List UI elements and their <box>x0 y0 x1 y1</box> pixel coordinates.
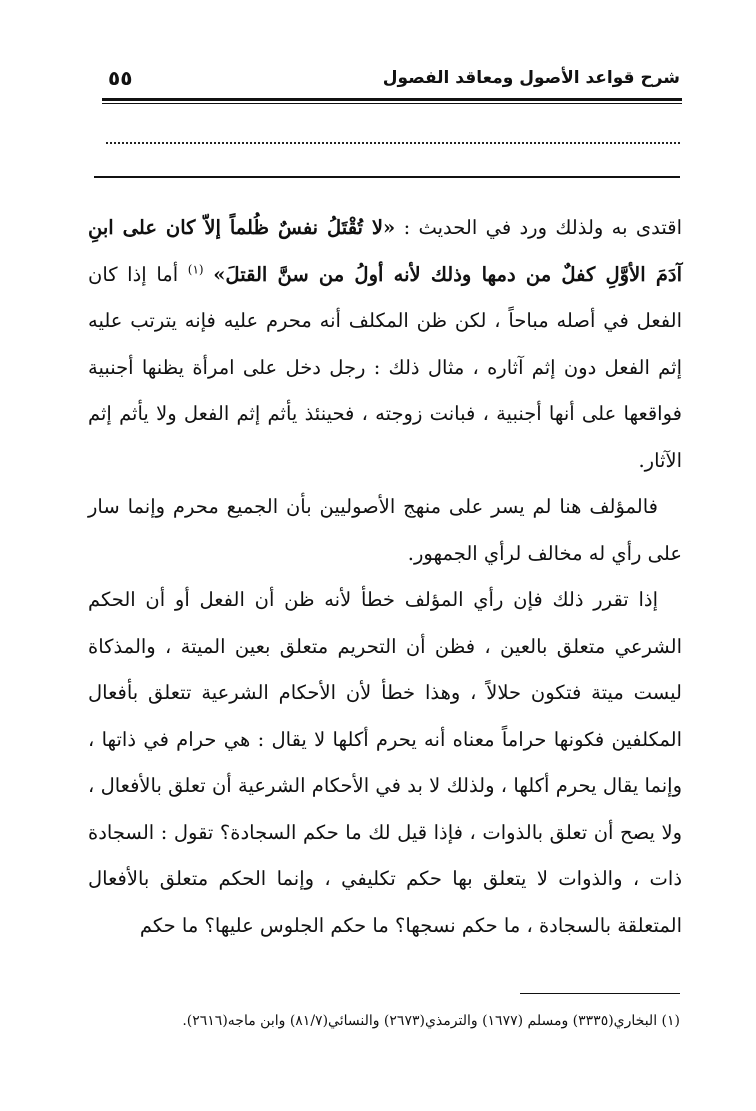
footnote: (١) البخاري(٣٣٣٥) ومسلم (١٦٧٧) والترمذي(٢٦٧٣) والنسائي(٨١/٧) وابن ماجه(٢٦١٦). <box>182 1013 680 1029</box>
paragraph-1-intro: اقتدى به ولذلك ورد في الحديث : <box>395 216 683 239</box>
running-title: شرح قواعد الأصول ومعاقد الفصول <box>382 68 680 88</box>
header-rule-thin <box>102 103 682 104</box>
footnote-rule <box>520 993 680 994</box>
paragraph-1-rest: أما إذا كان الفعل في أصله مباحاً ، لكن ظن المكلف أنه محرم عليه فإنه يترتب عليه إثم الفعل دون إثم آثاره ، مثال ذلك : رجل دخل على امرأة يظنها أجنبية فواقعها على أنها أجنبية ، فبانت زوجته ، فحينئذ يأثم إثم الفعل ولا يأثم إثم الآثار. <box>88 262 682 472</box>
page-header <box>102 62 680 96</box>
paragraph-3: إذا تقرر ذلك فإن رأي المؤلف خطأ لأنه ظن أن الفعل أو أن الحكم الشرعي متعلق بالعين ، فظن أن التحريم متعلق بعين الميتة ، والمذكاة ليست ميتة فتكون حلالاً ، وهذا خطأ لأن الأحكام الشرعية تتعلق بأفعال المكلفين فكونها حراماً معناه أنه يحرم أكلها لا يقال : هي حرام في ذاتها ، وإنما يقال يحرم أكلها ، ولذلك لا بد في الأحكام الشرعية أن تعلق بالأفعال ، ولا يصح أن تعلق بالذوات ، فإذا قيل لك ما حكم السجادة؟ تقول : السجادة ذات ، والذوات لا يتعلق بها حكم تكليفي ، وإنما الحكم متعلق بالأفعال المتعلقة بالسجادة ، ما حكم نسجها؟ ما حكم الجلوس عليها؟ ما حكم <box>88 588 682 937</box>
body-text <box>88 205 682 949</box>
paragraph-2: فالمؤلف هنا لم يسر على منهج الأصوليين بأن الجميع محرم وإنما سار على رأي له مخالف لرأي الجمهور. <box>88 495 682 565</box>
paragraph-1 <box>88 205 682 484</box>
dotted-divider <box>106 142 680 144</box>
footnote-ref: (١) <box>187 262 204 276</box>
header-rule-thick <box>102 98 682 101</box>
section-rule <box>94 176 680 178</box>
hadith-quote: «لا تُقْتَلُ نفسٌ ظُلماً إلاّ كان على ابنِ آدَمَ الأوَّلِ كفلٌ من دمها وذلك لأنه أولُ من سنَّ القتلَ» <box>88 216 683 286</box>
page-number: ٥٥ <box>108 66 133 90</box>
